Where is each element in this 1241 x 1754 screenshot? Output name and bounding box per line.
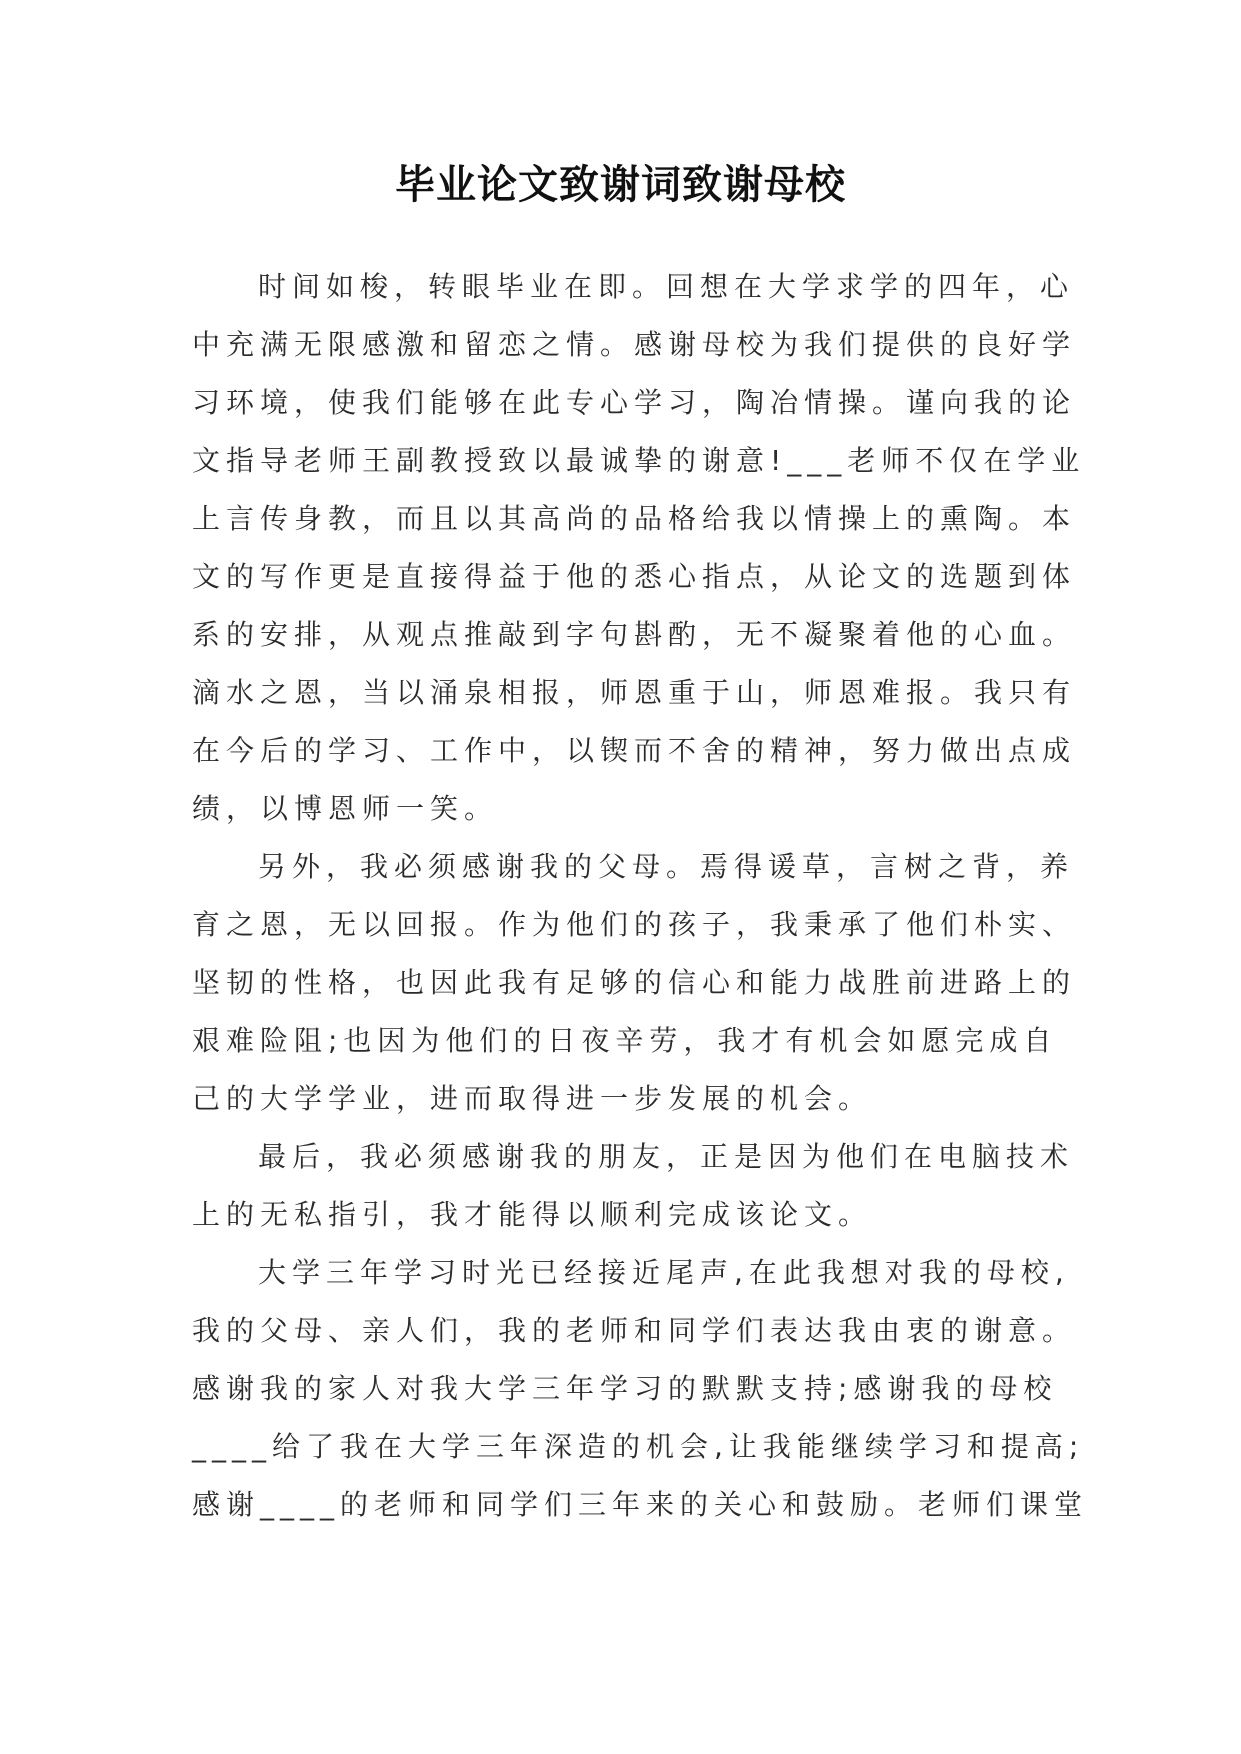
paragraph-4-line-1: 大学三年学习时光已经接近尾声,在此我想对我的母校, — [258, 1256, 1070, 1289]
paragraph-2-line-1: 另外，我必须感谢我的父母。焉得谖草，言树之背，养 — [258, 850, 1075, 883]
paragraph-1-line-8: 滴水之恩，当以涌泉相报，师恩重于山，师恩难报。我只有 — [192, 676, 1077, 709]
paragraph-4-line-4: ____给了我在大学三年深造的机会,让我能继续学习和提高; — [192, 1430, 1085, 1463]
paragraph-1-line-6: 文的写作更是直接得益于他的悉心指点，从论文的选题到体 — [192, 560, 1077, 593]
paragraph-1-line-5: 上言传身教，而且以其高尚的品格给我以情操上的熏陶。本 — [192, 502, 1077, 535]
paragraph-4-line-2: 我的父母、亲人们，我的老师和同学们表达我由衷的谢意。 — [192, 1314, 1077, 1347]
paragraph-1-line-3: 习环境，使我们能够在此专心学习，陶冶情操。谨向我的论 — [192, 386, 1077, 419]
paragraph-2-line-4: 艰难险阻;也因为他们的日夜辛劳，我才有机会如愿完成自 — [192, 1024, 1058, 1057]
paragraph-1-line-2: 中充满无限感激和留恋之情。感谢母校为我们提供的良好学 — [192, 328, 1077, 361]
paragraph-2-line-3: 坚韧的性格，也因此我有足够的信心和能力战胜前进路上的 — [192, 966, 1077, 999]
paragraph-1-line-4: 文指导老师王副教授致以最诚挚的谢意!___老师不仅在学业 — [192, 444, 1086, 477]
paragraph-1-line-7: 系的安排，从观点推敲到字句斟酌，无不凝聚着他的心血。 — [192, 618, 1077, 651]
paragraph-1-line-1: 时间如梭，转眼毕业在即。回想在大学求学的四年，心 — [258, 270, 1075, 303]
paragraph-2-line-2: 育之恩，无以回报。作为他们的孩子，我秉承了他们朴实、 — [192, 908, 1077, 941]
document-title: 毕业论文致谢词致谢母校 — [395, 161, 846, 208]
paragraph-4-line-5: 感谢____的老师和同学们三年来的关心和鼓励。老师们课堂 — [192, 1488, 1089, 1521]
paragraph-1-line-9: 在今后的学习、工作中，以锲而不舍的精神，努力做出点成 — [192, 734, 1077, 767]
paragraph-3-line-1: 最后，我必须感谢我的朋友，正是因为他们在电脑技术 — [258, 1140, 1075, 1173]
document-body — [192, 258, 1089, 1534]
paragraph-4-line-3: 感谢我的家人对我大学三年学习的默默支持;感谢我的母校 — [192, 1372, 1058, 1405]
paragraph-1-line-10: 绩，以博恩师一笑。 — [192, 792, 499, 825]
paragraph-2-line-5: 己的大学学业，进而取得进一步发展的机会。 — [192, 1082, 873, 1115]
paragraph-3-line-2: 上的无私指引，我才能得以顺利完成该论文。 — [192, 1198, 873, 1231]
